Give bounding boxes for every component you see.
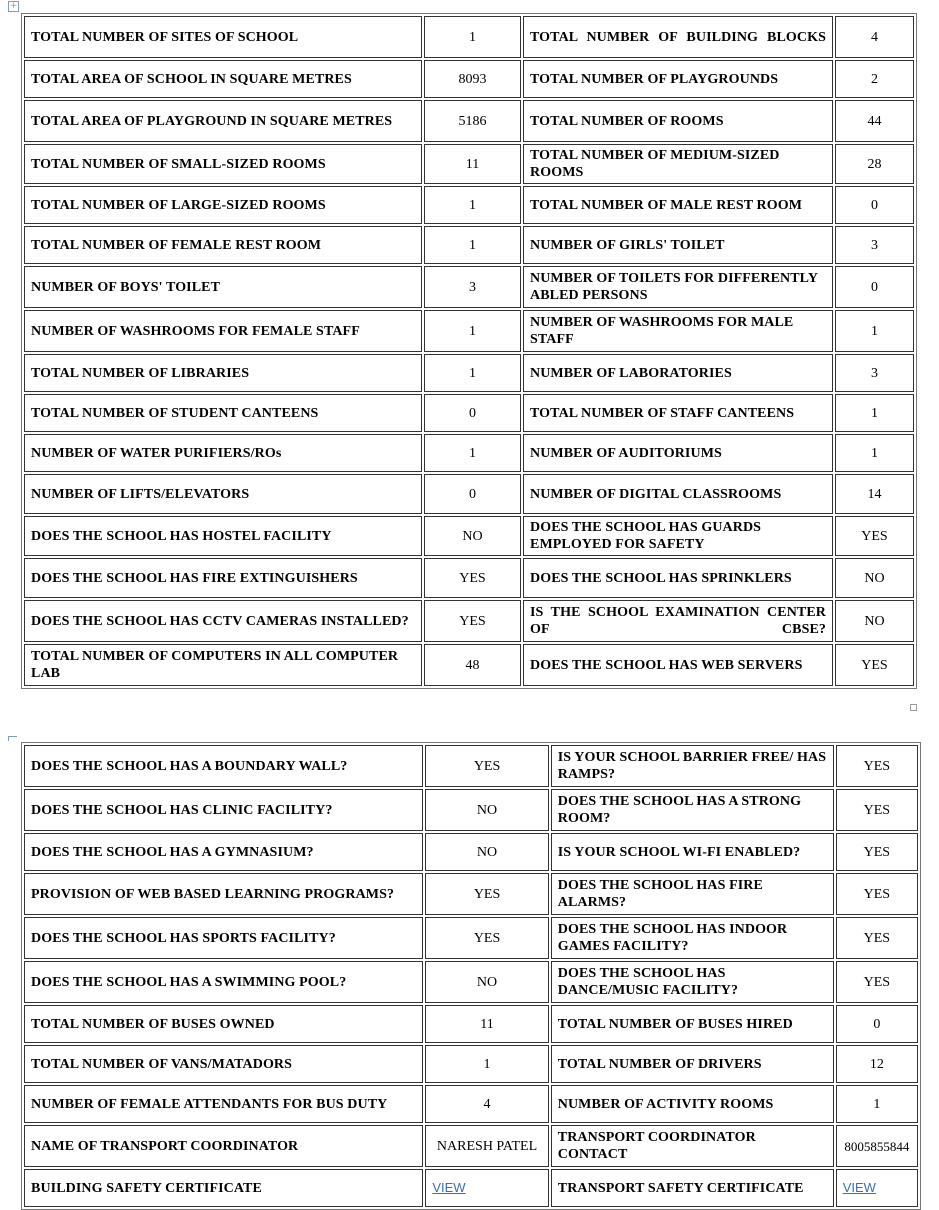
- row-label: DOES THE SCHOOL HAS CLINIC FACILITY?: [24, 789, 423, 831]
- row-label: DOES THE SCHOOL HAS CCTV CAMERAS INSTALLED?: [24, 600, 422, 642]
- table-move-handle-icon[interactable]: +: [9, 1, 18, 11]
- row-label: DOES THE SCHOOL HAS GUARDS EMPLOYED FOR SAFETY: [523, 516, 833, 556]
- row-value: YES: [835, 516, 914, 556]
- table-row: [24, 600, 914, 642]
- row-value: 11: [425, 1005, 548, 1043]
- row-value: 1: [424, 16, 521, 58]
- row-label: NUMBER OF DIGITAL CLASSROOMS: [523, 474, 833, 514]
- table-row: [24, 100, 914, 142]
- row-label: TOTAL AREA OF PLAYGROUND IN SQUARE METRES: [24, 100, 422, 142]
- row-value: YES: [425, 917, 548, 959]
- row-value: NO: [835, 558, 914, 598]
- row-label: TOTAL NUMBER OF COMPUTERS IN ALL COMPUTER LAB: [24, 644, 422, 686]
- row-label: TOTAL NUMBER OF SMALL-SIZED ROOMS: [24, 144, 422, 184]
- row-value: NO: [835, 600, 914, 642]
- row-value: 8093: [424, 60, 521, 98]
- row-value: 1: [425, 1045, 548, 1083]
- row-label: PROVISION OF WEB BASED LEARNING PROGRAMS?: [24, 873, 423, 915]
- table-row: [24, 1169, 918, 1207]
- row-value: 0: [836, 1005, 918, 1043]
- row-label: DOES THE SCHOOL HAS HOSTEL FACILITY: [24, 516, 422, 556]
- table-row: [24, 226, 914, 264]
- row-label: NUMBER OF WATER PURIFIERS/ROs: [24, 434, 422, 472]
- row-label: IS THE SCHOOL EXAMINATION CENTER OF CBSE?: [523, 600, 833, 642]
- table-row: [24, 474, 914, 514]
- row-value: YES: [424, 600, 521, 642]
- row-value: YES: [424, 558, 521, 598]
- row-value: 1: [424, 226, 521, 264]
- row-value: 48: [424, 644, 521, 686]
- row-label: NUMBER OF WASHROOMS FOR FEMALE STAFF: [24, 310, 422, 352]
- row-value: YES: [835, 644, 914, 686]
- row-label: TOTAL NUMBER OF LARGE-SIZED ROOMS: [24, 186, 422, 224]
- row-label: TOTAL NUMBER OF MEDIUM-SIZED ROOMS: [523, 144, 833, 184]
- row-value: NO: [425, 961, 548, 1003]
- table-row: [24, 16, 914, 58]
- row-label: TOTAL NUMBER OF BUSES OWNED: [24, 1005, 423, 1043]
- table-row: [24, 60, 914, 98]
- row-value: 4: [835, 16, 914, 58]
- row-label: TRANSPORT SAFETY CERTIFICATE: [551, 1169, 834, 1207]
- row-label: TOTAL AREA OF SCHOOL IN SQUARE METRES: [24, 60, 422, 98]
- table-row: [24, 394, 914, 432]
- row-label: TOTAL NUMBER OF FEMALE REST ROOM: [24, 226, 422, 264]
- row-value: YES: [836, 745, 918, 787]
- row-value: 1: [424, 434, 521, 472]
- table-row: [24, 434, 914, 472]
- row-label: TOTAL NUMBER OF SITES OF SCHOOL: [24, 16, 422, 58]
- table-row: [24, 1005, 918, 1043]
- row-value: 3: [424, 266, 521, 308]
- row-label: DOES THE SCHOOL HAS FIRE EXTINGUISHERS: [24, 558, 422, 598]
- row-label: NUMBER OF ACTIVITY ROOMS: [551, 1085, 834, 1123]
- row-label: DOES THE SCHOOL HAS SPORTS FACILITY?: [24, 917, 423, 959]
- row-label: TOTAL NUMBER OF BUSES HIRED: [551, 1005, 834, 1043]
- row-label: BUILDING SAFETY CERTIFICATE: [24, 1169, 423, 1207]
- table-row: [24, 354, 914, 392]
- row-value: NO: [425, 789, 548, 831]
- row-label: DOES THE SCHOOL HAS WEB SERVERS: [523, 644, 833, 686]
- table-move-handle-icon: [8, 736, 17, 741]
- row-value: [425, 1169, 548, 1207]
- row-value: 12: [836, 1045, 918, 1083]
- row-label: NUMBER OF WASHROOMS FOR MALE STAFF: [523, 310, 833, 352]
- table-row: [24, 644, 914, 686]
- row-value: YES: [425, 873, 548, 915]
- table-row: [24, 186, 914, 224]
- row-label: TOTAL NUMBER OF PLAYGROUNDS: [523, 60, 833, 98]
- row-value: 28: [835, 144, 914, 184]
- row-label: DOES THE SCHOOL HAS A GYMNASIUM?: [24, 833, 423, 871]
- row-label: TOTAL NUMBER OF STAFF CANTEENS: [523, 394, 833, 432]
- row-label: TOTAL NUMBER OF BUILDING BLOCKS: [523, 16, 833, 58]
- row-value: 4: [425, 1085, 548, 1123]
- table-row: [24, 516, 914, 556]
- row-value: 0: [835, 186, 914, 224]
- row-value: YES: [836, 917, 918, 959]
- row-label: DOES THE SCHOOL HAS FIRE ALARMS?: [551, 873, 834, 915]
- table-row: [24, 1045, 918, 1083]
- row-label: DOES THE SCHOOL HAS A BOUNDARY WALL?: [24, 745, 423, 787]
- row-label: TOTAL NUMBER OF STUDENT CANTEENS: [24, 394, 422, 432]
- table-row: [24, 961, 918, 1003]
- table-row: [24, 144, 914, 184]
- row-label: NUMBER OF BOYS' TOILET: [24, 266, 422, 308]
- row-value: 8005855844: [836, 1125, 918, 1167]
- row-value: YES: [836, 961, 918, 1003]
- row-label: NAME OF TRANSPORT COORDINATOR: [24, 1125, 423, 1167]
- row-label: TRANSPORT COORDINATOR CONTACT: [551, 1125, 834, 1167]
- table-row: [24, 1125, 918, 1167]
- row-label: NUMBER OF TOILETS FOR DIFFERENTLY ABLED PERSONS: [523, 266, 833, 308]
- row-value: 1: [835, 434, 914, 472]
- row-value: 3: [835, 226, 914, 264]
- table-row: [24, 266, 914, 308]
- transport-safety-view-link[interactable]: VIEW: [842, 1180, 876, 1195]
- table-row: [24, 310, 914, 352]
- row-label: DOES THE SCHOOL HAS A SWIMMING POOL?: [24, 961, 423, 1003]
- row-value: 1: [424, 186, 521, 224]
- table-resize-handle-icon[interactable]: [910, 704, 917, 711]
- row-value: 1: [835, 310, 914, 352]
- row-value: 11: [424, 144, 521, 184]
- row-label: TOTAL NUMBER OF MALE REST ROOM: [523, 186, 833, 224]
- row-value: NO: [425, 833, 548, 871]
- row-label: NUMBER OF FEMALE ATTENDANTS FOR BUS DUTY: [24, 1085, 423, 1123]
- row-label: DOES THE SCHOOL HAS DANCE/MUSIC FACILITY?: [551, 961, 834, 1003]
- row-label: IS YOUR SCHOOL BARRIER FREE/ HAS RAMPS?: [551, 745, 834, 787]
- school-infrastructure-table: [21, 13, 917, 689]
- row-label: DOES THE SCHOOL HAS INDOOR GAMES FACILITY?: [551, 917, 834, 959]
- row-value: 1: [835, 394, 914, 432]
- row-value: 44: [835, 100, 914, 142]
- row-value: 1: [836, 1085, 918, 1123]
- row-label: IS YOUR SCHOOL WI-FI ENABLED?: [551, 833, 834, 871]
- row-value: YES: [836, 873, 918, 915]
- table-row: [24, 558, 914, 598]
- row-value: YES: [836, 833, 918, 871]
- row-value: YES: [425, 745, 548, 787]
- row-value: YES: [836, 789, 918, 831]
- row-label: NUMBER OF LIFTS/ELEVATORS: [24, 474, 422, 514]
- row-value: 2: [835, 60, 914, 98]
- row-label: TOTAL NUMBER OF VANS/MATADORS: [24, 1045, 423, 1083]
- row-value: NO: [424, 516, 521, 556]
- school-facilities-table: [21, 742, 921, 1210]
- building-safety-view-link[interactable]: VIEW: [432, 1180, 466, 1195]
- table-row: [24, 745, 918, 787]
- row-value: 0: [424, 474, 521, 514]
- row-label: TOTAL NUMBER OF ROOMS: [523, 100, 833, 142]
- table-row: [24, 1085, 918, 1123]
- row-label: TOTAL NUMBER OF LIBRARIES: [24, 354, 422, 392]
- row-label: NUMBER OF AUDITORIUMS: [523, 434, 833, 472]
- row-label: DOES THE SCHOOL HAS A STRONG ROOM?: [551, 789, 834, 831]
- row-value: 3: [835, 354, 914, 392]
- row-label: DOES THE SCHOOL HAS SPRINKLERS: [523, 558, 833, 598]
- table-row: [24, 873, 918, 915]
- row-label: NUMBER OF LABORATORIES: [523, 354, 833, 392]
- row-value: NARESH PATEL: [425, 1125, 548, 1167]
- row-value: 5186: [424, 100, 521, 142]
- row-value: 14: [835, 474, 914, 514]
- row-label: TOTAL NUMBER OF DRIVERS: [551, 1045, 834, 1083]
- row-value: 1: [424, 354, 521, 392]
- row-value: 0: [424, 394, 521, 432]
- table-row: [24, 789, 918, 831]
- row-value: 0: [835, 266, 914, 308]
- row-value: [836, 1169, 918, 1207]
- row-label: NUMBER OF GIRLS' TOILET: [523, 226, 833, 264]
- row-value: 1: [424, 310, 521, 352]
- table-row: [24, 833, 918, 871]
- table-row: [24, 917, 918, 959]
